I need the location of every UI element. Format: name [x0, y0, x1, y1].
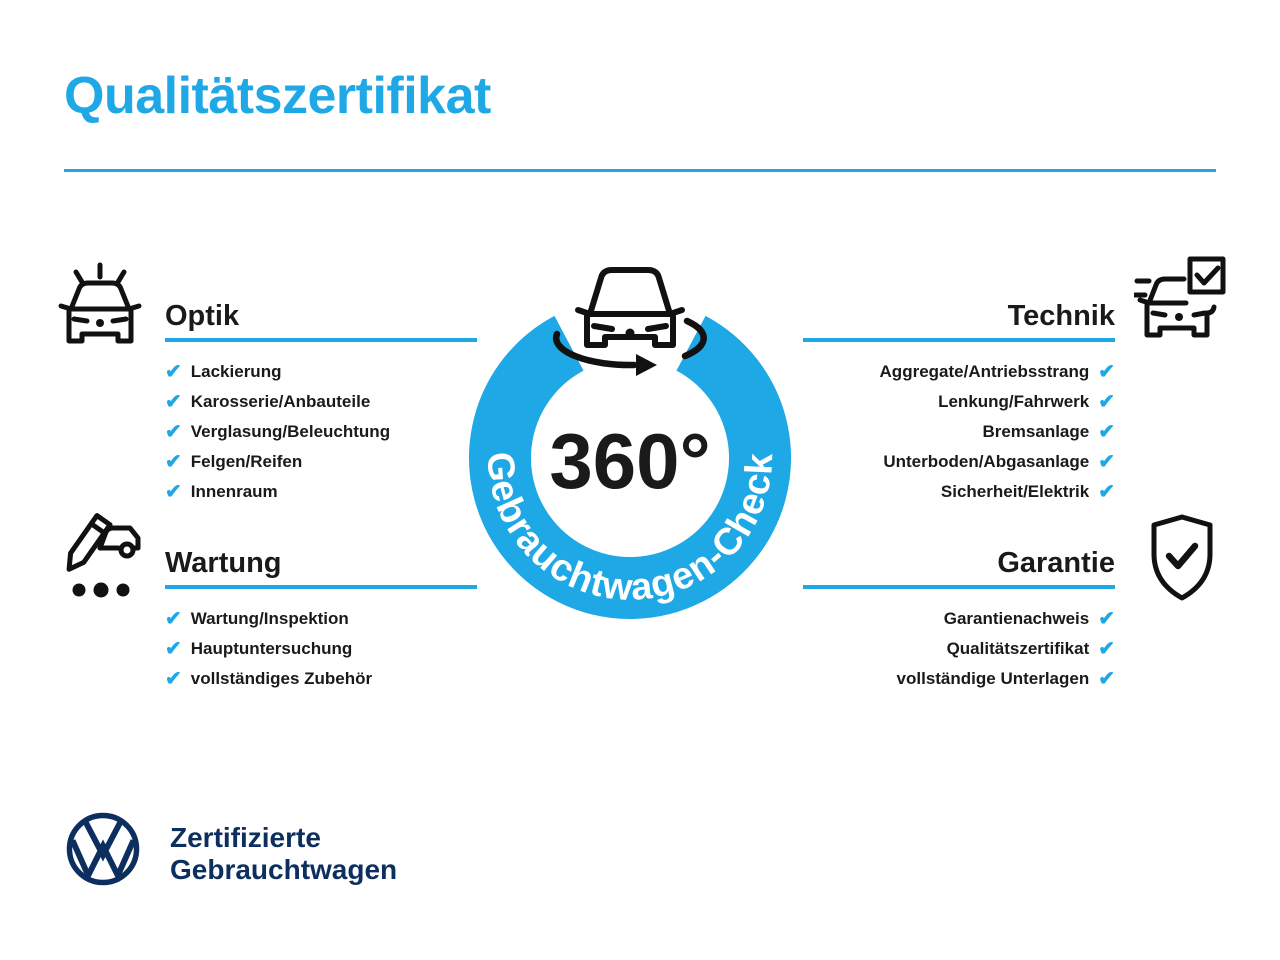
shield-check-icon [1148, 512, 1216, 604]
check-icon: ✔ [165, 360, 182, 383]
checklist-item [803, 607, 1115, 630]
checklist-item [165, 390, 477, 413]
section-optik-title: Optik [165, 300, 240, 332]
checklist-label: Lenkung/Fahrwerk [938, 391, 1090, 411]
checklist-label: Felgen/Reifen [190, 451, 303, 471]
checklist-label: Lackierung [190, 361, 282, 381]
footer-brand-text [170, 822, 397, 886]
section-garantie-underline [803, 585, 1115, 589]
section-technik [803, 299, 1115, 510]
checklist-item [165, 637, 477, 660]
checklist-item [803, 480, 1115, 503]
section-wartung [165, 546, 477, 697]
check-icon: ✔ [165, 420, 182, 443]
section-garantie [803, 546, 1115, 697]
checklist-label: Qualitätszertifikat [946, 638, 1090, 658]
ring-label: Gebrauchtwagen-Check [478, 450, 782, 610]
checklist-label: Wartung/Inspektion [190, 608, 349, 628]
check-icon: ✔ [1098, 607, 1115, 630]
checklist-label: Bremsanlage [982, 421, 1090, 441]
check-icon: ✔ [1098, 667, 1115, 690]
title-divider [64, 169, 1216, 172]
check-icon: ✔ [165, 450, 182, 473]
checklist-label: Aggregate/Antriebsstrang [879, 361, 1090, 381]
checklist-label: Verglasung/Beleuchtung [190, 421, 391, 441]
section-wartung-title: Wartung [165, 547, 282, 579]
360-check-ring [440, 240, 820, 660]
checklist-label: Unterboden/Abgasanlage [883, 451, 1090, 471]
check-icon: ✔ [165, 480, 182, 503]
checklist-item [165, 667, 477, 690]
checklist-label: Innenraum [190, 481, 278, 501]
check-icon: ✔ [165, 390, 182, 413]
section-optik-underline [165, 338, 477, 342]
page-title: Qualitätszertifikat [64, 67, 491, 125]
checklist-label: vollständige Unterlagen [896, 668, 1090, 688]
checklist-label: Garantienachweis [943, 608, 1090, 628]
section-wartung-underline [165, 585, 477, 589]
checklist-item [165, 360, 477, 383]
check-icon: ✔ [165, 637, 182, 660]
checklist-item [803, 420, 1115, 443]
check-icon: ✔ [1098, 390, 1115, 413]
vw-logo [64, 810, 142, 888]
checklist-item [165, 480, 477, 503]
section-technik-underline [803, 338, 1115, 342]
car-checkbox-icon [1134, 254, 1228, 348]
checklist-item [165, 607, 477, 630]
checklist-item [803, 637, 1115, 660]
check-icon: ✔ [165, 667, 182, 690]
checklist-item [803, 667, 1115, 690]
checklist-item [165, 450, 477, 473]
checklist-label: Karosserie/Anbauteile [190, 391, 371, 411]
check-icon: ✔ [1098, 480, 1115, 503]
section-garantie-title: Garantie [997, 547, 1115, 579]
checklist-item [165, 420, 477, 443]
check-icon: ✔ [165, 607, 182, 630]
check-icon: ✔ [1098, 420, 1115, 443]
check-icon: ✔ [1098, 360, 1115, 383]
pencil-checklist-car-icon [56, 510, 146, 604]
section-optik [165, 299, 477, 510]
check-icon: ✔ [1098, 450, 1115, 473]
footer-brand-line2: Gebrauchtwagen [170, 854, 398, 885]
car-front-rotate-icon [556, 270, 704, 376]
checklist-label: Sicherheit/Elektrik [940, 481, 1090, 501]
footer-brand-line1: Zertifizierte [170, 822, 321, 853]
degrees-value: 360° [549, 417, 711, 505]
checklist-item [803, 450, 1115, 473]
checklist-label: vollständiges Zubehör [190, 668, 373, 688]
shiny-car-icon [54, 256, 146, 348]
check-icon: ✔ [1098, 637, 1115, 660]
checklist-label: Hauptuntersuchung [190, 638, 353, 658]
section-technik-title: Technik [1007, 300, 1115, 332]
checklist-item [803, 360, 1115, 383]
checklist-item [803, 390, 1115, 413]
